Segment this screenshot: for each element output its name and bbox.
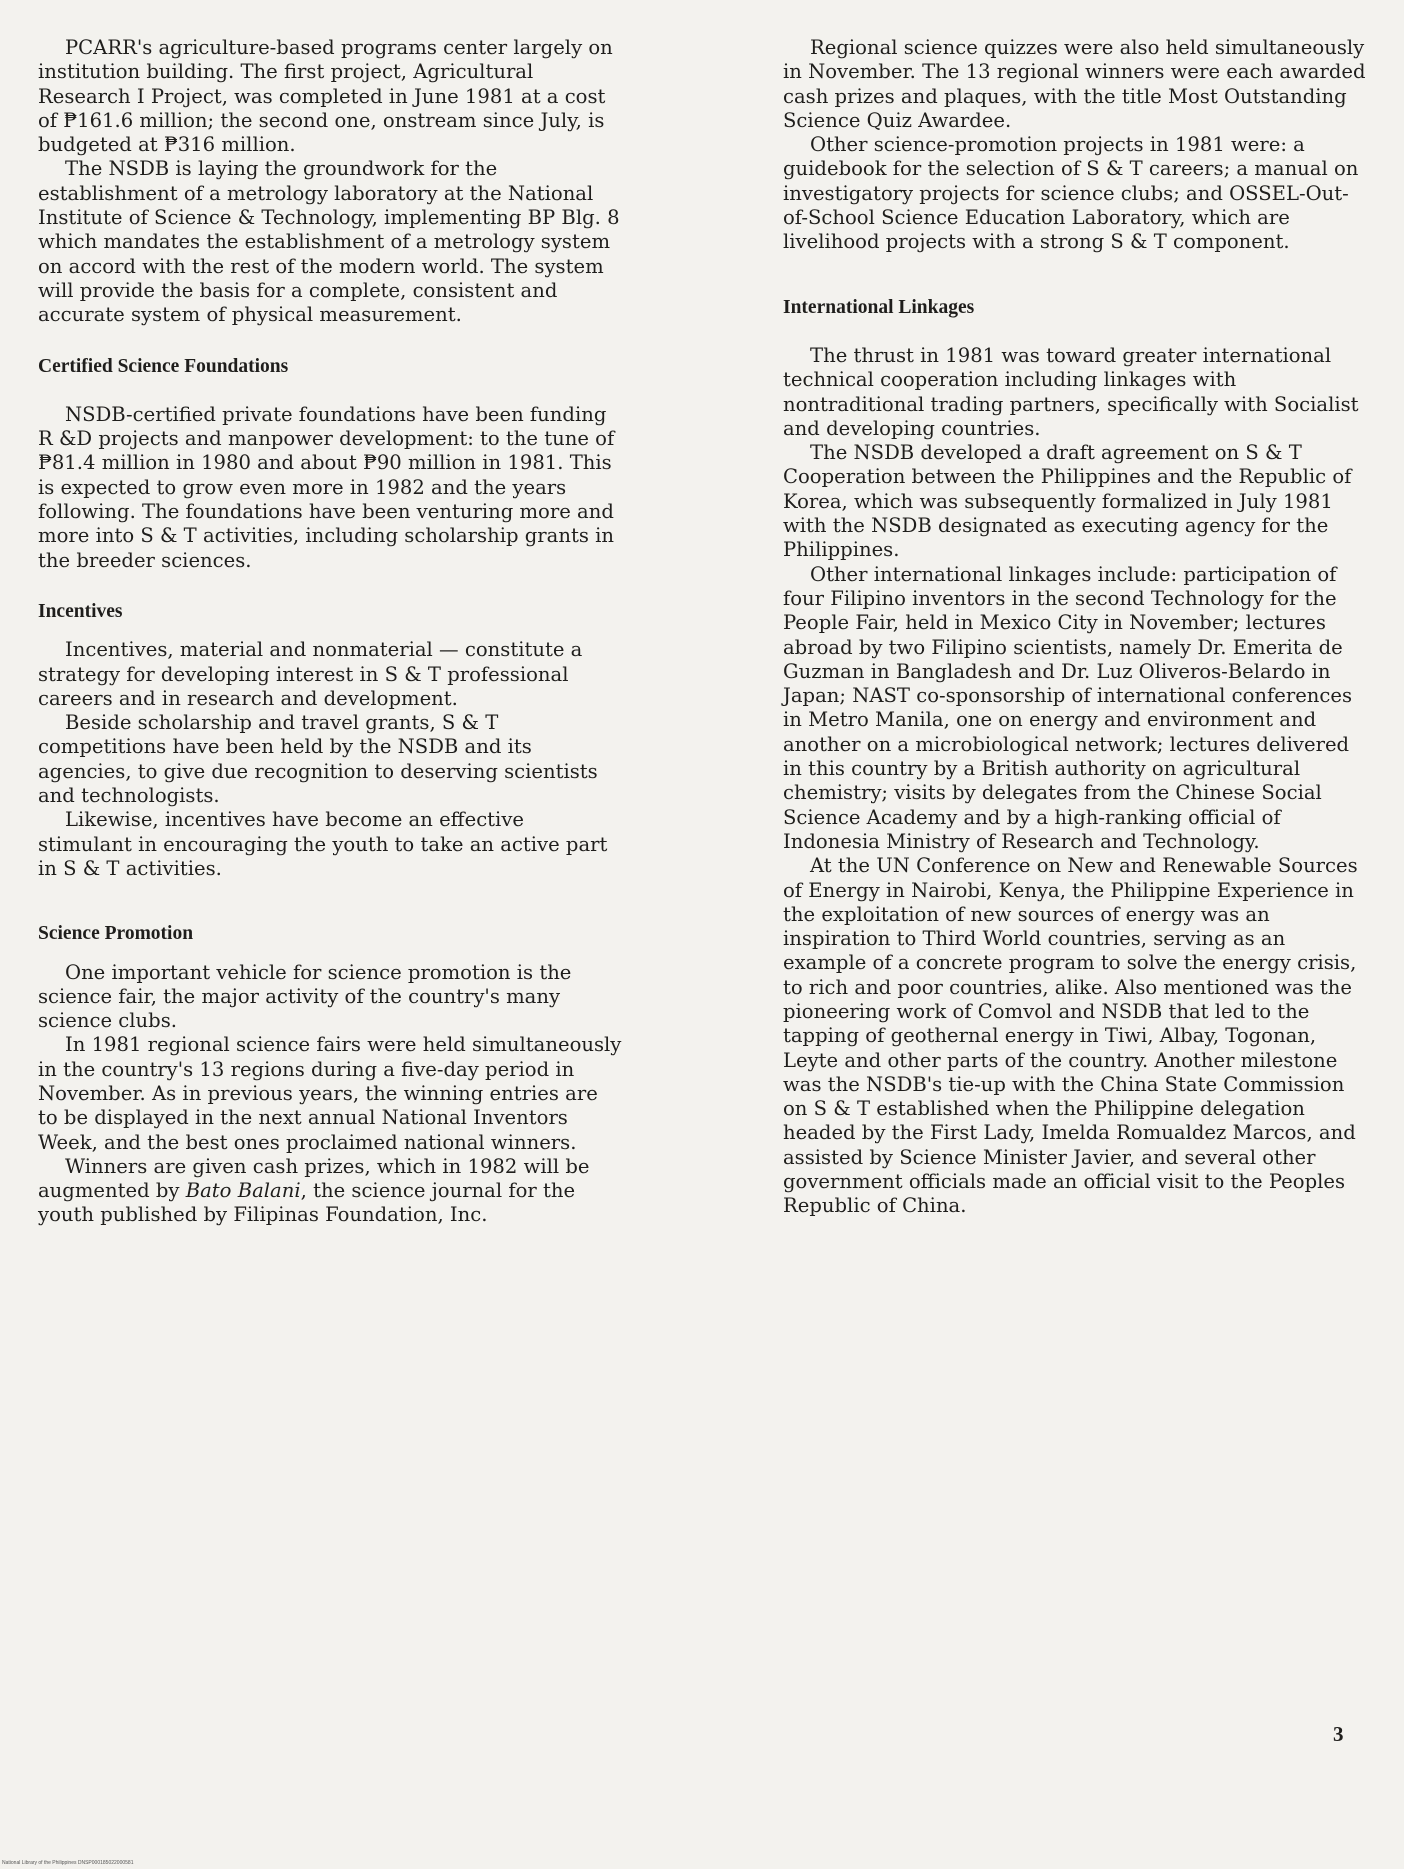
paragraph-winners [38,1155,623,1228]
paragraph-science-fair: One important vehicle for science promotion is the science fair, the major activity of the country's many science clubs. [38,960,572,1033]
paragraph-thrust-1981: The thrust in 1981 was toward greater international technical cooperation including linkages with nontraditional trading partners, specifically with Socialist and developing countries. [783,343,1359,440]
paragraph-competitions: Beside scholarship and travel grants, S & T competitions have been held by the NSDB and its agencies, to give due recognition to deserving scientists and technologists. [38,711,598,808]
paragraph-promotion-projects: Other science-promotion projects in 1981 were: a guidebook for the selection of S & T careers; a manual on investigatory projects for science clubs; and OSSEL-Out-of-School Science Education Laboratory, which are livelihood projects with a strong S & T component. [783,133,1359,254]
heading-certified-science-foundations: Certified Science Foundations [38,355,289,377]
heading-international-linkages: International Linkages [783,296,975,318]
page-number: 3 [1333,1722,1344,1746]
winners-text-end: , the science journal for the youth published by Filipinas Foundation, Inc. [38,1179,576,1227]
paragraph-pcarr: PCARR's agriculture-based programs center largely on institution building. The first project, Agricultural Research I Project, was completed in June 1981 at a cost of ₱161.6 million; the second one, onstream since July, is budgeted at ₱316 million. [38,36,613,157]
paragraph-other-linkages: Other international linkages include: participation of four Filipino inventors in the second Technology for the People Fair, held in Mexico City in November; lectures abroad by two Filipino scientists, namely Dr. Emerita de Guzman in Bangladesh and Dr. Luz Oliveros-Belardo in Japan; NAST co-sponsorship of international conferences in Metro Manila, one on energy and environment and another on a microbiological network; lectures delivered in this country by a British authority on agricultural chemistry; visits by delegates from the Chinese Social Science Academy and by a high-ranking official of Indonesia Ministry of Research and Technology. [783,562,1353,853]
footer-library-note: National Library of the Philippines DNSP000185022000581 [2,1860,134,1866]
heading-science-promotion: Science Promotion [38,923,194,945]
paragraph-youth-incentives: Likewise, incentives have become an effective stimulant in encouraging the youth to take an active part in S & T activities. [38,808,608,880]
right-column [783,36,1373,1219]
paragraph-un-conference: At the UN Conference on New and Renewable Sources of Energy in Nairobi, Kenya, the Philippine Experience in the exploitation of new sources of energy was an inspiration to Third World countries, serving as an example of a concrete program to solve the energy crisis, to rich and poor countries, alike. Also mentioned was the pioneering work of Comvol and NSDB that led to the tapping of geothernal energy in Tiwi, Albay, Togonan, Leyte and other parts of the country. Another milestone was the NSDB's tie-up with the China State Commission on S & T established when the Philippine delegation headed by the First Lady, Imelda Romualdez Marcos, and assisted by Science Minister Javier, and several other government officials made an official visit to the Peoples Republic of China. [783,854,1358,1218]
left-column [38,36,623,1228]
paragraph-science-quizzes: Regional science quizzes were also held simultaneously in November. The 13 regional winners were each awarded cash prizes and plaques, with the title Most Outstanding Science Quiz Awardee. [783,36,1366,132]
heading-incentives: Incentives [38,600,123,622]
winners-text-start: Winners are given cash prizes, which in 1982 will be augmented by [38,1154,590,1203]
journal-title: Bato Balani [185,1179,301,1203]
paragraph-incentives-strategy: Incentives, material and nonmaterial — constitute a strategy for developing interest in S & T professional careers and in research and development. [38,638,583,710]
paragraph-metrology: The NSDB is laying the groundwork for the establishment of a metrology laboratory at the National Institute of Science & Technology, implementing BP Blg. 8 which mandates the establishment of a metrology system on accord with the rest of the modern world. The system will provide the basis for a complete, consistent and accurate system of physical measurement. [38,157,620,327]
paragraph-korea-agreement: The NSDB developed a draft agreement on S & T Cooperation between the Philippines and the Republic of Korea, which was subsequently formalized in July 1981 with the NSDB designated as executing agency for the Philippines. [783,441,1352,562]
paragraph-regional-fairs: In 1981 regional science fairs were held simultaneously in the country's 13 regions during a five-day period in November. As in previous years, the winning entries are to be displayed in the next annual National Inventors Week, and the best ones proclaimed national winners. [38,1033,622,1154]
paragraph-foundations: NSDB-certified private foundations have been funding R &D projects and manpower development: to the tune of ₱81.4 million in 1980 and about ₱90 million in 1981. This is expected to grow even more in 1982 and the years following. The foundations have been venturing more and more into S & T activities, including scholarship grants in the breeder sciences. [38,402,615,572]
